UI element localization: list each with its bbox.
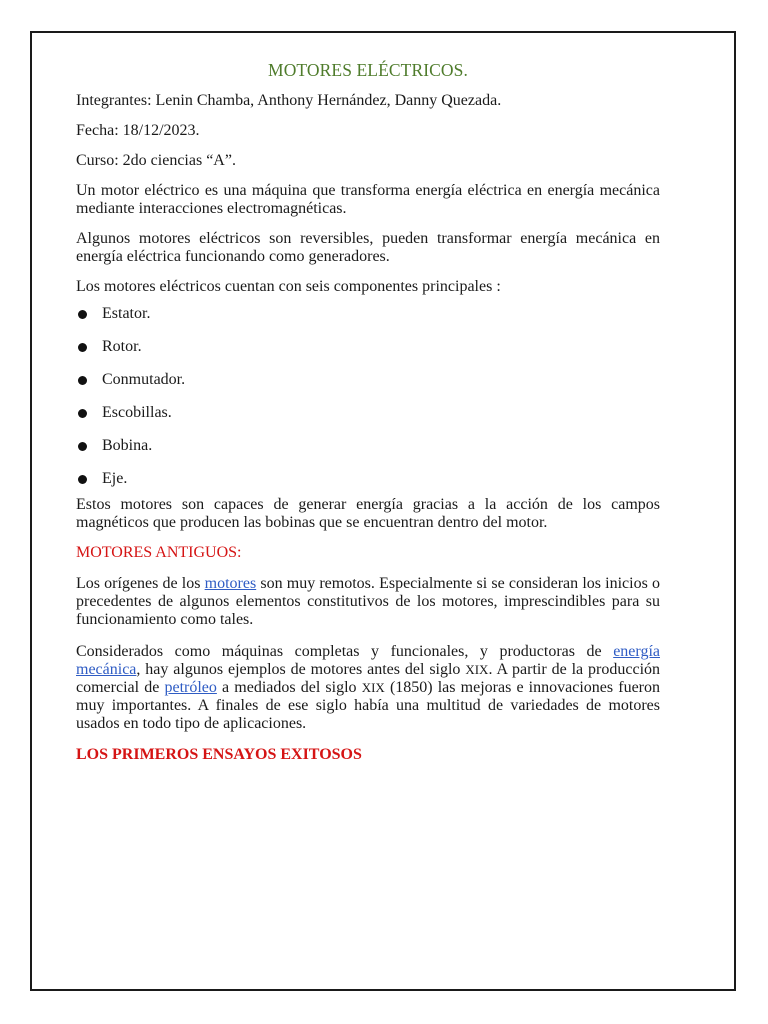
energia-mecanica-link[interactable]: energía mecánica <box>76 643 660 678</box>
bullet-icon <box>78 310 87 319</box>
list-item <box>76 437 660 470</box>
text-run: son muy remotos. Especialmente si se consideran los inicios o precedentes de algunos elementos constitutivos de los motores, imprescindibles para su funcionamiento como tales. <box>76 575 660 628</box>
list-item <box>76 371 660 404</box>
component-label: Escobillas. <box>102 404 172 421</box>
component-label: Bobina. <box>102 437 153 454</box>
list-item <box>76 404 660 437</box>
components-intro: Los motores eléctricos cuentan con seis componentes principales : <box>76 278 501 295</box>
century-label: XIX <box>465 662 489 677</box>
curso-line: Curso: 2do ciencias “A”. <box>76 152 236 169</box>
bullet-icon <box>78 376 87 385</box>
section-heading-ensayos: LOS PRIMEROS ENSAYOS EXITOSOS <box>76 746 362 763</box>
intro-paragraph-2: Algunos motores eléctricos son reversibles, pueden transformar energía mecánica en energía eléctrica funcionando como generadores. <box>76 230 660 265</box>
component-label: Estator. <box>102 305 151 322</box>
bullet-icon <box>78 475 87 484</box>
fecha-line: Fecha: 18/12/2023. <box>76 122 200 139</box>
list-item <box>76 338 660 371</box>
component-label: Rotor. <box>102 338 142 355</box>
antiguos-paragraph-2 <box>76 643 660 733</box>
bullet-icon <box>78 442 87 451</box>
text-run: . A partir de la producción comercial de <box>76 661 661 696</box>
motores-link[interactable]: motores <box>204 575 257 592</box>
text-run: (1850) las mejoras e innovaciones fueron muy importantes. A finales de ese siglo había una multitud de variedades de motores usados en todo tipo de aplicaciones. <box>76 679 661 732</box>
antiguos-paragraph-1 <box>76 575 660 629</box>
list-item <box>76 470 660 496</box>
intro-paragraph-1: Un motor eléctrico es una máquina que transforma energía eléctrica en energía mecánica mediante interacciones electromagnéticas. <box>76 182 660 217</box>
text-run: Los orígenes de los <box>76 575 205 592</box>
components-list <box>76 305 660 496</box>
document-body <box>76 60 660 764</box>
petroleo-link[interactable]: petróleo <box>164 679 217 696</box>
integrantes-line: Integrantes: Lenin Chamba, Anthony Hernández, Danny Quezada. <box>76 92 502 109</box>
document-title: MOTORES ELÉCTRICOS. <box>268 60 468 80</box>
after-components-paragraph: Estos motores son capaces de generar energía gracias a la acción de los campos magnéticos que producen las bobinas que se encuentran dentro del motor. <box>76 496 660 531</box>
century-label: XIX <box>361 680 385 695</box>
bullet-icon <box>78 409 87 418</box>
list-item <box>76 305 660 338</box>
text-run: , hay algunos ejemplos de motores antes del siglo <box>136 661 466 678</box>
bullet-icon <box>78 343 87 352</box>
component-label: Conmutador. <box>102 371 186 388</box>
text-run: a mediados del siglo <box>216 679 362 696</box>
text-run: Considerados como máquinas completas y funcionales, y productoras de <box>76 643 614 660</box>
section-heading-antiguos: MOTORES ANTIGUOS: <box>76 544 242 561</box>
component-label: Eje. <box>102 470 128 487</box>
